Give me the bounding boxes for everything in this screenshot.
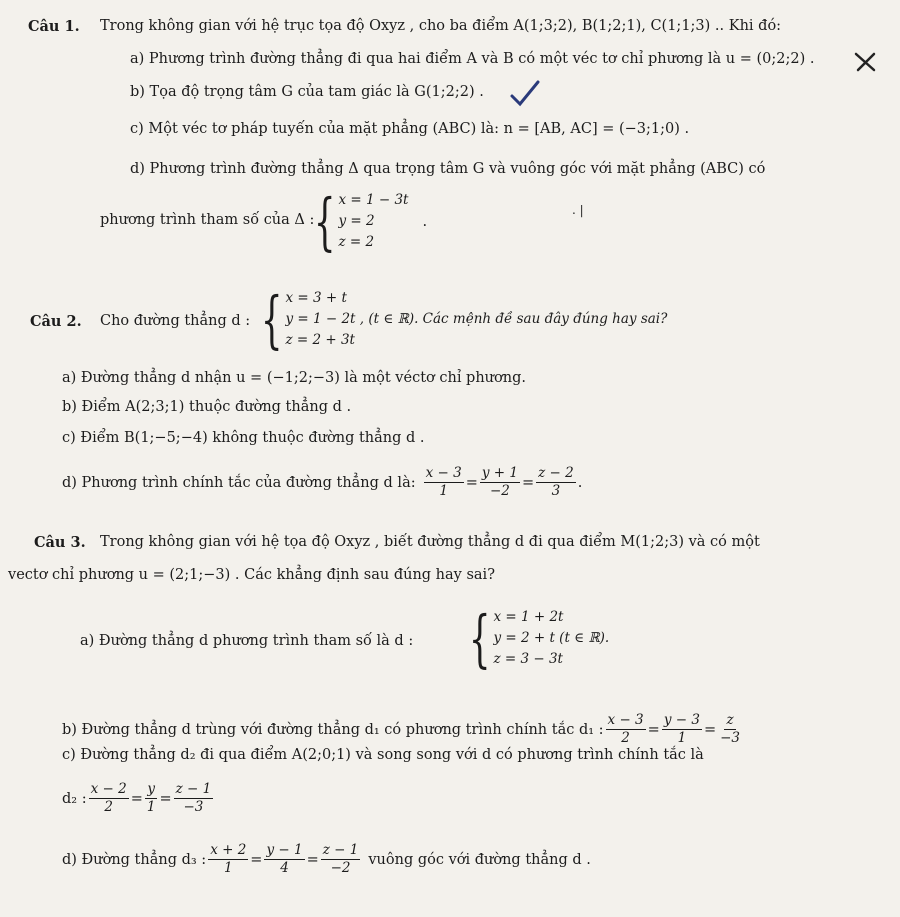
system-line: x = 3 + t (285, 290, 347, 306)
fraction: $\frac{z - 1}{-3}$ (175, 781, 212, 815)
q3-label: Câu 3. (34, 534, 86, 551)
q1-label: Câu 1. (28, 18, 80, 35)
q3-d-post: vuông góc với đường thẳng d . (368, 851, 591, 868)
q3-d-text: d) Đường thẳng d₃ : (62, 851, 207, 868)
system-line: y = 2 + t (t ∈ ℝ). (493, 630, 610, 646)
q2-param-system: { x = 3 + t y = 1 − 2t , (t ∈ ℝ). Các mệnh đề sau đây đúng hay sai? z = 2 + 3t (260, 282, 668, 356)
fraction: $\frac{x + 2}{1}$ (210, 842, 247, 876)
fraction: $\frac{y - 1}{4}$ (266, 842, 303, 876)
q3-b-text: b) Đường thẳng d trùng với đường thẳng d₁ có phương trình chính tắc d₁ : (62, 721, 604, 738)
q2-option-c: c) Điểm B(1;−5;−4) không thuộc đường thẳng d . (62, 430, 425, 446)
system-line: z = 2 (338, 234, 375, 250)
stray-mark: . | (572, 203, 584, 217)
q3-option-c: c) Đường thẳng d₂ đi qua điểm A(2;0;1) và song song với d có phương trình chính tắc là (62, 747, 704, 763)
cross-mark (852, 50, 878, 74)
check-mark (508, 78, 542, 108)
fraction: $\frac{y + 1}{-2}$ (481, 465, 518, 499)
system-line: z = 2 + 3t (285, 332, 355, 348)
fraction: $\frac{z}{-3}$ (720, 712, 740, 746)
q3-stem-line2: vectơ chỉ phương u = (2;1;−3) . Các khẳng định sau đúng hay sai? (8, 567, 495, 583)
q3-option-c-line2: d₂ : $\frac{x - 2}{2}$ = $\frac{y}{1}$ = $\frac{z - 1}{-3}$ (62, 781, 212, 815)
fraction: $\frac{z - 2}{3}$ (538, 465, 574, 499)
q1-option-d-line1: d) Phương trình đường thẳng Δ qua trọng tâm G và vuông góc với mặt phẳng (ABC) có (130, 161, 766, 177)
q1-option-c: c) Một véc tơ pháp tuyến của mặt phẳng (ABC) là: n = [AB, AC] = (−3;1;0) . (130, 121, 690, 137)
q3-c-label: d₂ : (62, 790, 87, 807)
fraction: $\frac{x - 3}{2}$ (607, 712, 644, 746)
system-line: y = 2 (338, 213, 375, 229)
fraction: $\frac{y}{1}$ (146, 781, 156, 815)
q3-option-a: a) Đường thẳng d phương trình tham số là d : (80, 633, 414, 649)
system-line: z = 3 − 3t (493, 651, 563, 667)
q3-option-b: b) Đường thẳng d trùng với đường thẳng d₁ có phương trình chính tắc d₁ : $\frac{x - 3}{2}$ = $\frac{y - 3}{1}$ = $\frac{z}{-3}$ (62, 712, 740, 746)
fraction: $\frac{x - 2}{2}$ (90, 781, 127, 815)
q2-option-d: d) Phương trình chính tắc của đường thẳng d là: $\frac{x - 3}{1}$ = $\frac{y + 1}{-2}$ = $\frac{z - 2}{3}$ . (62, 465, 583, 499)
q2-label: Câu 2. (30, 313, 82, 330)
q1-end: . (422, 213, 428, 230)
system-line: x = 1 − 3t (338, 192, 409, 208)
q1-stem: Trong không gian với hệ trục tọa độ Oxyz , cho ba điểm A(1;3;2), B(1;2;1), C(1;1;3) .. Khi đó: (100, 18, 782, 34)
q1-option-b: b) Tọa độ trọng tâm G của tam giác là G(1;2;2) . (130, 84, 484, 100)
q2-option-a: a) Đường thẳng d nhận u = (−1;2;−3) là một véctơ chỉ phương. (62, 370, 526, 386)
q1-option-a: a) Phương trình đường thẳng đi qua hai điểm A và B có một véc tơ chỉ phương là u = (0;2;2) . (130, 51, 815, 67)
system-line: y = 1 − 2t , (t ∈ ℝ). Các mệnh đề sau đây đúng hay sai? (285, 311, 668, 327)
fraction: $\frac{y - 3}{1}$ (663, 712, 700, 746)
q2-d-end: . (577, 474, 583, 491)
q1-row (28, 18, 80, 35)
q2-option-b: b) Điểm A(2;3;1) thuộc đường thẳng d . (62, 399, 352, 415)
q3-param-system: { x = 1 + 2t y = 2 + t (t ∈ ℝ). z = 3 − 3t (468, 601, 610, 675)
q2-d-text: d) Phương trình chính tắc của đường thẳng d là: (62, 474, 416, 491)
system-line: x = 1 + 2t (493, 609, 564, 625)
fraction: $\frac{z - 1}{-2}$ (322, 842, 359, 876)
fraction: $\frac{x - 3}{1}$ (425, 465, 462, 499)
q3-option-d: d) Đường thẳng d₃ : $\frac{x + 2}{1}$ = $\frac{y - 1}{4}$ = $\frac{z - 1}{-2}$ vuông góc với đường thẳng d . (62, 842, 591, 876)
q1-param-system: { x = 1 − 3t y = 2 z = 2 . (313, 184, 428, 258)
q2-stem: Cho đường thẳng d : (100, 313, 251, 329)
q1-option-d-line2: phương trình tham số của Δ : (100, 212, 315, 228)
q3-stem-line1: Trong không gian với hệ tọa độ Oxyz , biết đường thẳng d đi qua điểm M(1;2;3) và có một (100, 534, 760, 550)
